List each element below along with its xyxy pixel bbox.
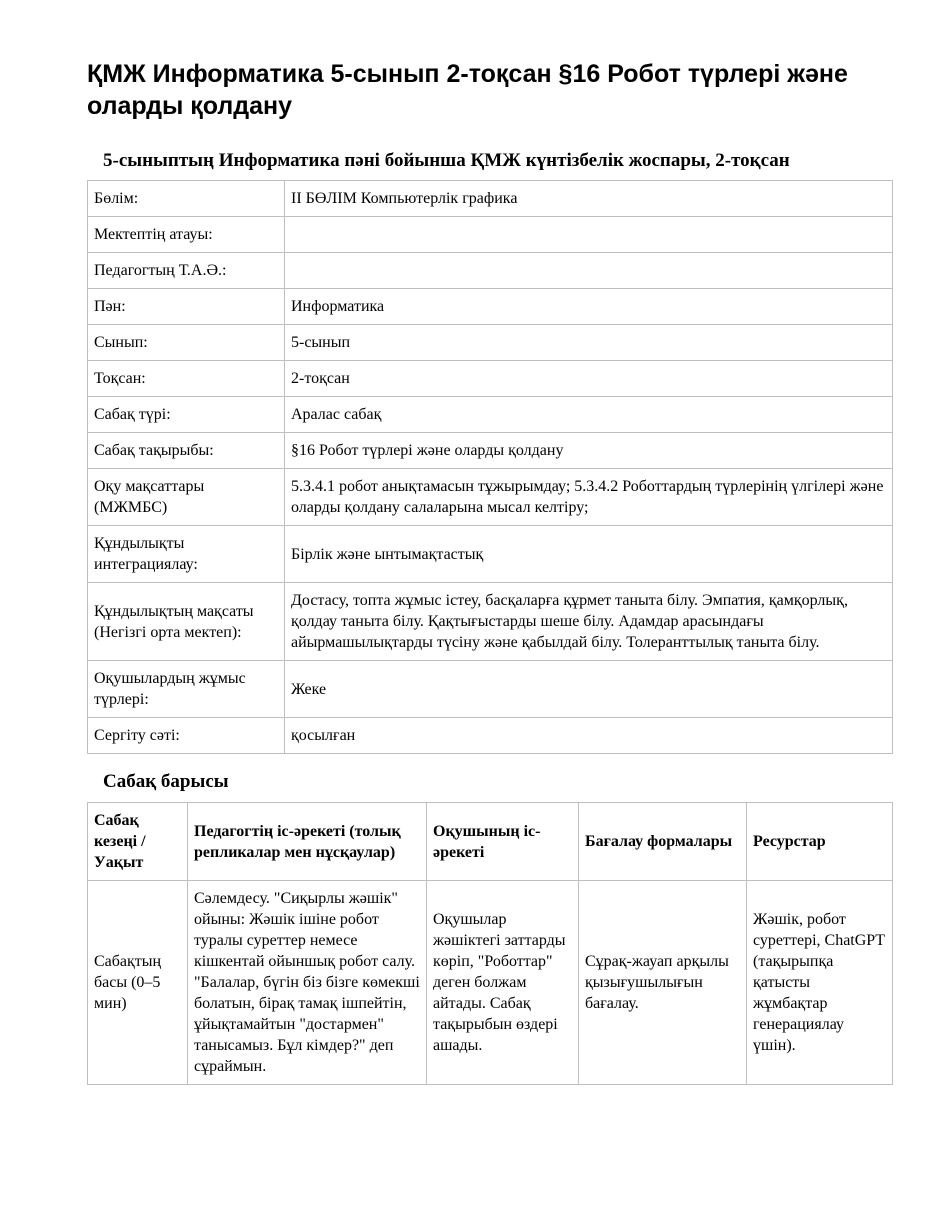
info-key: Оқушылардың жұмыс түрлері: xyxy=(88,661,285,718)
lesson-section-title: Сабақ барысы xyxy=(103,771,229,792)
student-activity-cell: Оқушылар жәшіктегі заттарды көріп, "Роботтар" деген болжам айтады. Сабақ тақырыбын өздері ашады. xyxy=(427,881,579,1085)
info-key: Сынып: xyxy=(88,325,285,361)
info-key: Сергіту сәті: xyxy=(88,718,285,754)
info-row xyxy=(88,469,893,526)
column-header-resources: Ресурстар xyxy=(747,803,893,881)
column-header-assessment: Бағалау формалары xyxy=(579,803,747,881)
info-value: §16 Робот түрлері және оларды қолдану xyxy=(285,433,893,469)
resources-cell: Жәшік, робот суреттері, ChatGPT (тақырыпқа қатысты жұмбақтар генерациялау үшін). xyxy=(747,881,893,1085)
info-row xyxy=(88,361,893,397)
column-header-teacher-activity: Педагогтің іс-әрекеті (толық репликалар мен нұсқаулар) xyxy=(188,803,427,881)
info-value: 2-тоқсан xyxy=(285,361,893,397)
info-key: Мектептің атауы: xyxy=(88,217,285,253)
info-row xyxy=(88,253,893,289)
column-header-student-activity: Оқушының іс-әрекеті xyxy=(427,803,579,881)
info-row xyxy=(88,397,893,433)
lesson-stage-cell: Сабақтың басы (0–5 мин) xyxy=(88,881,188,1085)
info-row xyxy=(88,433,893,469)
info-value: Достасу, топта жұмыс істеу, басқаларға құрмет таныта білу. Эмпатия, қамқорлық, қолдау таныта білу. Қақтығыстарды шеше білу. Адамдар арасындағы айырмашылықтарды түсіну және қабылдай білу. Толеранттылық таныта білу. xyxy=(285,583,893,661)
info-value: қосылған xyxy=(285,718,893,754)
info-key: Тоқсан: xyxy=(88,361,285,397)
info-row xyxy=(88,181,893,217)
lesson-flow-table xyxy=(87,802,893,1085)
info-value: II БӨЛІМ Компьютерлік графика xyxy=(285,181,893,217)
info-key: Педагогтың Т.А.Ә.: xyxy=(88,253,285,289)
info-key: Оқу мақсаттары (МЖМБС) xyxy=(88,469,285,526)
document-page xyxy=(87,58,893,1085)
info-key: Құндылықты интеграциялау: xyxy=(88,526,285,583)
info-key: Бөлім: xyxy=(88,181,285,217)
info-row xyxy=(88,661,893,718)
lesson-info-table xyxy=(87,180,893,754)
info-key: Сабақ түрі: xyxy=(88,397,285,433)
teacher-activity-cell: Сәлемдесу. "Сиқырлы жәшік" ойыны: Жәшік ішіне робот туралы суреттер немесе кішкентай ойыншық робот салу. "Балалар, бүгін біз бізге көмекші болатын, бірақ тамақ ішпейтін, ұйықтамайтын "достармен" танысамыз. Бұл кімдер?" деп сұраймын. xyxy=(188,881,427,1085)
document-title: ҚМЖ Информатика 5-сынып 2-тоқсан §16 Робот түрлері және оларды қолдану xyxy=(87,60,848,120)
plan-subtitle: 5-сыныптың Информатика пәні бойынша ҚМЖ күнтізбелік жоспары, 2-тоқсан xyxy=(103,150,790,171)
column-header-stage: Сабақ кезеңі / Уақыт xyxy=(88,803,188,881)
table-row xyxy=(88,881,893,1085)
info-key: Құндылықтың мақсаты (Негізгі орта мектеп): xyxy=(88,583,285,661)
info-value: Жеке xyxy=(285,661,893,718)
info-value: 5-сынып xyxy=(285,325,893,361)
info-value xyxy=(285,217,893,253)
info-value: 5.3.4.1 робот анықтамасын тұжырымдау; 5.3.4.2 Роботтардың түрлерінің үлгілері және оларды қолдану салаларына мысал келтіру; xyxy=(285,469,893,526)
info-row xyxy=(88,526,893,583)
info-row xyxy=(88,325,893,361)
info-value xyxy=(285,253,893,289)
info-value: Бірлік және ынтымақтастық xyxy=(285,526,893,583)
info-row xyxy=(88,718,893,754)
info-row xyxy=(88,583,893,661)
info-value: Аралас сабақ xyxy=(285,397,893,433)
info-value: Информатика xyxy=(285,289,893,325)
lesson-header-row xyxy=(88,803,893,881)
info-row xyxy=(88,289,893,325)
info-key: Сабақ тақырыбы: xyxy=(88,433,285,469)
info-key: Пән: xyxy=(88,289,285,325)
info-row xyxy=(88,217,893,253)
assessment-cell: Сұрақ-жауап арқылы қызығушылығын бағалау. xyxy=(579,881,747,1085)
